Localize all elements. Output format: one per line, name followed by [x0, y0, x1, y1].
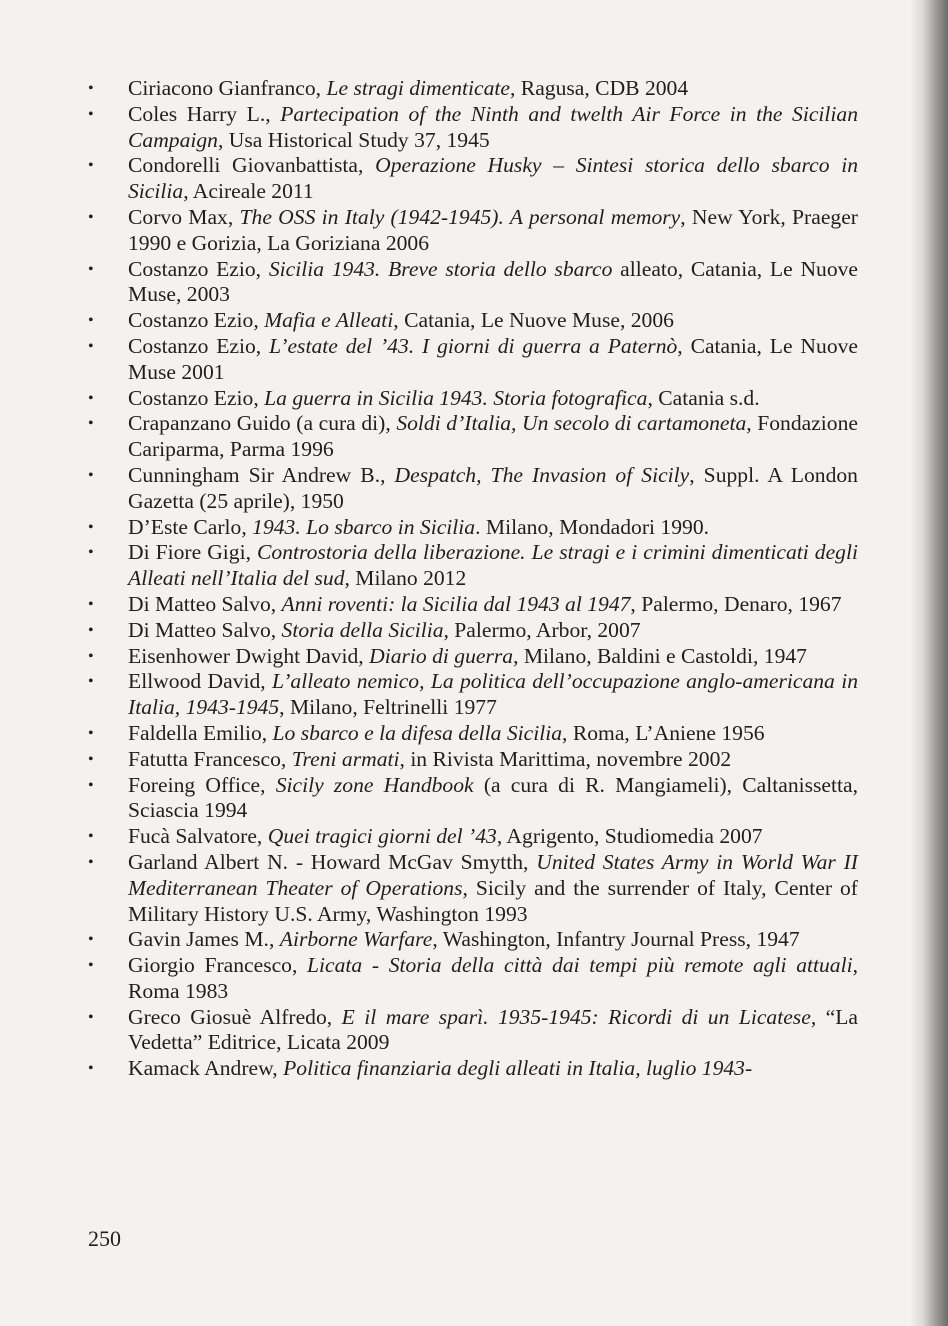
bibliography-entry [88, 411, 858, 463]
entry-author: Costanzo Ezio, [128, 308, 265, 333]
bibliography-list [88, 76, 858, 1082]
entry-publication: , Milano 2012 [344, 566, 467, 591]
bullet-icon: • [88, 337, 94, 355]
entry-author: Fucà Salvatore, [128, 824, 268, 849]
entry-title: Le stragi dimenticate [326, 76, 510, 100]
bullet-icon: • [88, 389, 94, 407]
entry-publication: , Roma 1983 [128, 953, 859, 1003]
entry-author: Costanzo Ezio, [128, 333, 270, 358]
entry-author: Corvo Max, [128, 204, 240, 229]
page-edge-shadow [910, 0, 948, 1326]
entry-author: Crapanzano Guido (a cura di), [128, 411, 397, 436]
bullet-icon: • [88, 518, 94, 536]
bibliography-entry [88, 76, 858, 102]
bullet-icon: • [88, 157, 94, 175]
entry-title: Storia della Sicilia [281, 617, 444, 642]
entry-publication: , Catania, Le Nuove Muse, 2006 [393, 308, 674, 333]
entry-author: D’Este Carlo, [128, 514, 253, 539]
bullet-icon: • [88, 750, 94, 768]
entry-title: Politica finanziaria degli alleati in Italia, luglio 1943- [283, 1056, 753, 1081]
entry-title: Controstoria della liberazione. Le stragi e i crimini dimenticati degli Alleati nell’Italia del sud [128, 540, 858, 591]
entry-publication: , Catania, Le Nuove Muse 2001 [128, 333, 858, 384]
entry-author: Costanzo Ezio, [128, 256, 269, 281]
bullet-icon: • [88, 1008, 94, 1026]
bibliography-entry [88, 592, 858, 618]
entry-author: Di Matteo Salvo, [128, 617, 282, 642]
bibliography-entry [88, 927, 858, 953]
entry-publication: alleato, Catania, Le Nuove Muse, 2003 [128, 256, 859, 307]
entry-title: L’estate del ’43. I giorni di guerra a Paternò [269, 333, 678, 358]
entry-title: La guerra in Sicilia 1943. Storia fotografica [264, 385, 648, 410]
entry-title: Operazione Husky – Sintesi storica dello sbarco in Sicilia [128, 153, 858, 204]
bibliography-entry [88, 386, 858, 412]
bullet-icon: • [88, 931, 94, 949]
entry-title: Despatch, The Invasion of Sicily [394, 462, 690, 487]
bullet-icon: • [88, 208, 94, 226]
entry-publication: , Sicily and the surrender of Italy, Center of Military History U.S. Army, Washington 1993 [128, 875, 858, 926]
bibliography-entry [88, 669, 858, 721]
entry-title: Soldi d’Italia, Un secolo di cartamoneta [396, 411, 747, 436]
entry-title: The OSS in Italy (1942-1945). A personal memory [239, 204, 681, 229]
bibliography-entry [88, 721, 858, 747]
entry-publication: , Usa Historical Study 37, 1945 [217, 127, 490, 152]
bibliography-entry [88, 515, 858, 541]
entry-author: Eisenhower Dwight David, [128, 643, 370, 668]
entry-publication: , Suppl. A London Gazetta (25 aprile), 1950 [128, 462, 858, 513]
bibliography-entry [88, 334, 858, 386]
bullet-icon: • [88, 776, 94, 794]
entry-title: Licata - Storia della città dai tempi più remote agli attuali [307, 953, 853, 978]
bibliography-entry [88, 463, 858, 515]
entry-author: Costanzo Ezio, [128, 385, 265, 410]
bullet-icon: • [88, 957, 94, 975]
bullet-icon: • [88, 544, 94, 562]
entry-publication: , Washington, Infantry Journal Press, 1947 [432, 927, 800, 952]
bibliography-entry [88, 747, 858, 773]
entry-publication: , Palermo, Denaro, 1967 [630, 591, 842, 616]
entry-author: Condorelli Giovanbattista, [128, 153, 376, 178]
entry-author: Greco Giosuè Alfredo, [128, 1004, 342, 1029]
bullet-icon: • [88, 105, 94, 123]
entry-title: Mafia e Alleati [264, 308, 394, 333]
entry-publication: , Milano, Feltrinelli 1977 [279, 695, 497, 720]
bibliography-entry [88, 953, 858, 1005]
entry-title: Lo sbarco e la difesa della Sicilia [272, 720, 563, 745]
bullet-icon: • [88, 673, 94, 691]
bibliography-entry [88, 153, 858, 205]
bullet-icon: • [88, 415, 94, 433]
bullet-icon: • [88, 1060, 94, 1078]
entry-author: Giorgio Francesco, [128, 953, 308, 978]
bullet-icon: • [88, 853, 94, 871]
bullet-icon: • [88, 80, 94, 97]
bullet-icon: • [88, 828, 94, 846]
entry-author: Garland Albert N. - Howard McGav Smytth, [128, 849, 537, 874]
bullet-icon: • [88, 647, 94, 665]
entry-author: Di Fiore Gigi, [128, 540, 258, 565]
entry-publication: , “La Vedetta” Editrice, Licata 2009 [128, 1004, 859, 1055]
bibliography-entry [88, 850, 858, 927]
bibliography-entry [88, 1005, 858, 1057]
bibliography-entry [88, 540, 858, 592]
entry-publication: (a cura di R. Mangiameli), Caltanissetta, Sciascia 1994 [128, 772, 858, 823]
entry-publication: . Milano, Mondadori 1990. [475, 514, 710, 539]
entry-publication: , Roma, L’Aniene 1956 [562, 720, 765, 745]
entry-title: Anni roventi: la Sicilia dal 1943 al 1947 [281, 591, 631, 616]
entry-title: L’alleato nemico, La politica dell’occupazione anglo-americana in Italia, 1943-1945 [128, 669, 858, 720]
entry-publication: , Agrigento, Studiomedia 2007 [496, 824, 763, 849]
entry-title: Airborne Warfare [279, 927, 433, 952]
bullet-icon: • [88, 260, 94, 278]
bullet-icon: • [88, 621, 94, 639]
entry-title: Sicilia 1943. Breve storia dello sbarco [268, 256, 613, 281]
bullet-icon: • [88, 466, 94, 484]
bullet-icon: • [88, 595, 94, 613]
bullet-icon: • [88, 312, 94, 330]
entry-publication: , Ragusa, CDB 2004 [510, 76, 689, 100]
bibliography-entry [88, 824, 858, 850]
entry-author: Ellwood David, [128, 669, 273, 694]
entry-author: Faldella Emilio, [128, 720, 273, 745]
entry-publication: , Catania s.d. [647, 385, 760, 410]
entry-author: Gavin James M., [128, 927, 280, 952]
bibliography-entry [88, 102, 858, 154]
entry-publication: , Fondazione Cariparma, Parma 1996 [128, 411, 858, 462]
entry-publication: , Palermo, Arbor, 2007 [443, 617, 641, 642]
entry-title: Sicily zone Handbook [275, 772, 474, 797]
entry-title: United States Army in World War II Mediterranean Theater of Operations [128, 849, 858, 900]
entry-author: Coles Harry L., [128, 101, 281, 126]
bibliography-entry [88, 308, 858, 334]
bibliography-entry [88, 1056, 858, 1082]
bibliography-entry [88, 773, 858, 825]
entry-publication: , Milano, Baldini e Castoldi, 1947 [513, 643, 807, 668]
entry-title: Partecipation of the Ninth and twelth Air Force in the Sicilian Campaign [128, 101, 859, 152]
page-number: 250 [88, 1226, 121, 1251]
entry-title: Diario di guerra [369, 643, 514, 668]
entry-author: Ciriacono Gianfranco, [128, 76, 327, 100]
bibliography-entry [88, 644, 858, 670]
bullet-icon: • [88, 724, 94, 742]
entry-author: Foreing Office, [128, 772, 276, 797]
entry-title: 1943. Lo sbarco in Sicilia [252, 514, 476, 539]
entry-publication: , New York, Praeger 1990 e Gorizia, La Goriziana 2006 [128, 204, 858, 255]
bibliography-entry [88, 205, 858, 257]
entry-title: Quei tragici giorni del ’43 [267, 824, 497, 849]
entry-publication: , Acireale 2011 [183, 179, 314, 204]
bibliography-entry [88, 618, 858, 644]
entry-author: Fatutta Francesco, [128, 746, 292, 771]
entry-title: E il mare sparì. 1935-1945: Ricordi di un Licatese [341, 1004, 811, 1029]
bibliography-entry [88, 257, 858, 309]
entry-author: Di Matteo Salvo, [128, 591, 282, 616]
entry-title: Treni armati [291, 746, 400, 771]
entry-publication: , in Rivista Marittima, novembre 2002 [399, 746, 732, 771]
entry-author: Cunningham Sir Andrew B., [128, 462, 395, 487]
entry-author: Kamack Andrew, [128, 1056, 284, 1081]
